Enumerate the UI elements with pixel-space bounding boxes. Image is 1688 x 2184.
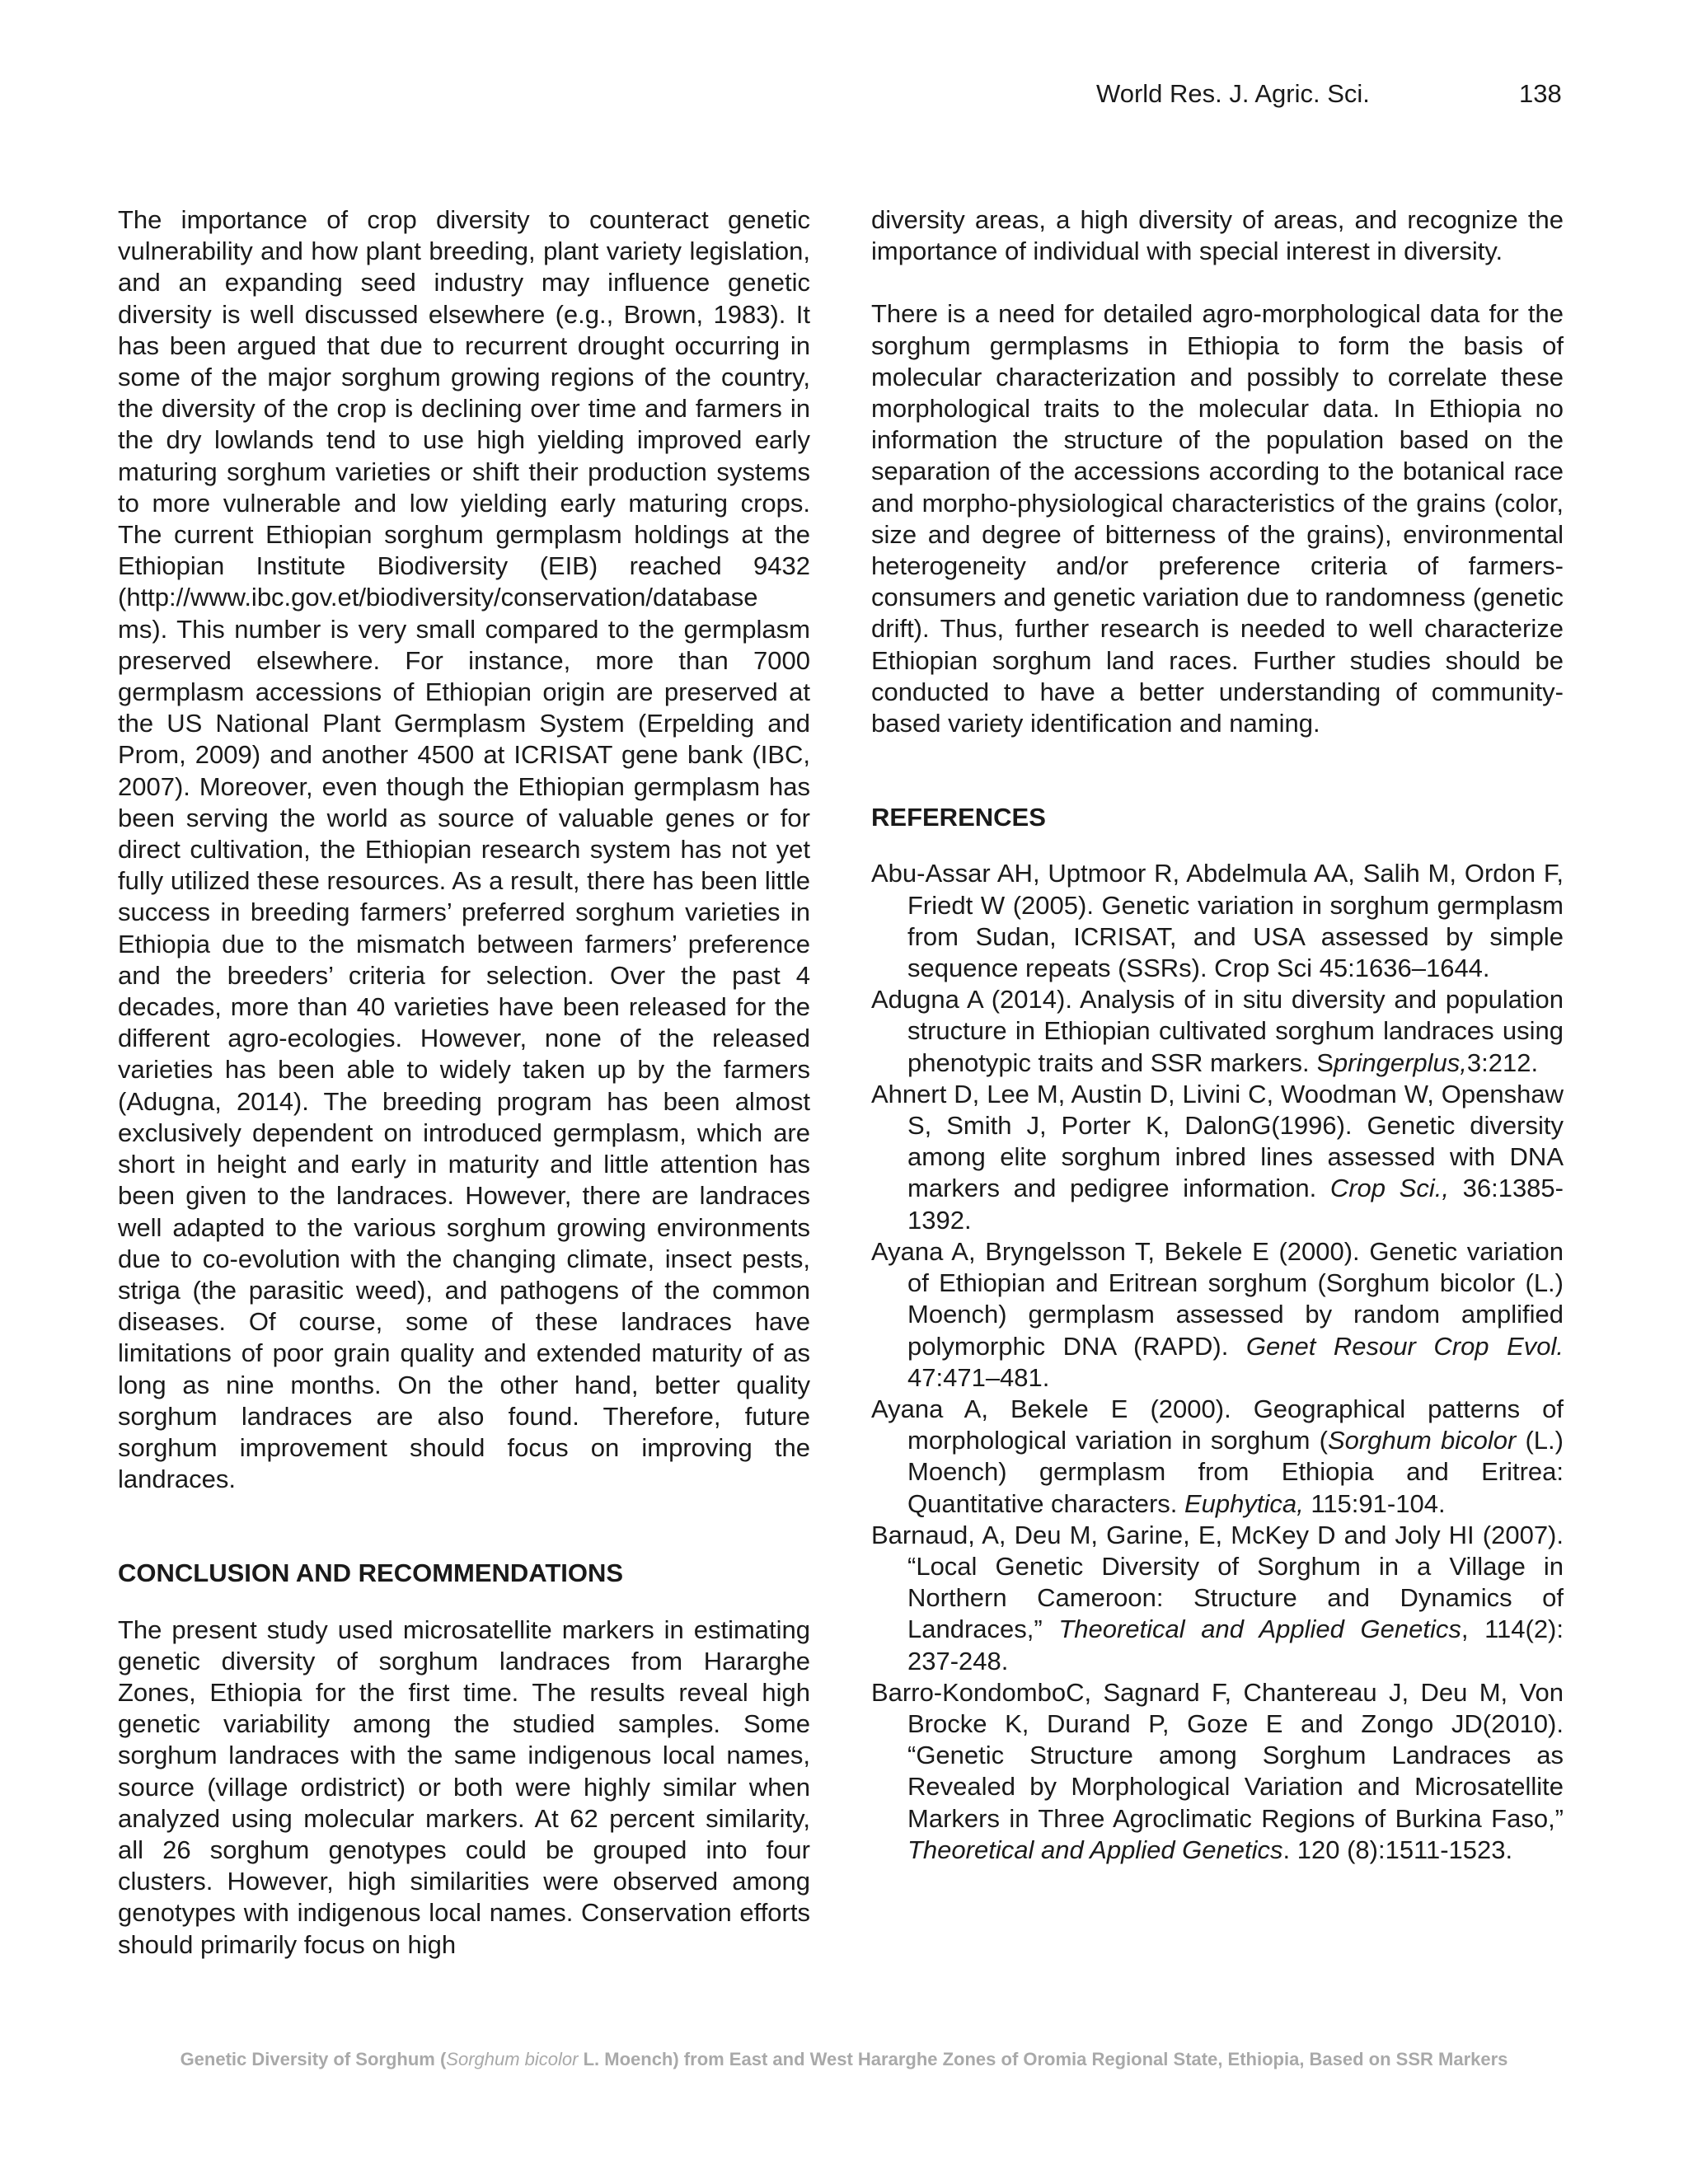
body-paragraph: The importance of crop diversity to counteract genetic vulnerability and how plant breeding, plant variety legislation, and an expanding seed industry may influence genetic diversity is well discussed elsewhere (e.g., Brown, 1983). It has been argued that due to recurrent drought occurring in some of the major sorghum growing regions of the country, the diversity of the crop is declining over time and farmers in the dry lowlands tend to use high yielding improved early maturing sorghum varieties or shift their production systems to more vulnerable and low yielding early maturing crops. The current Ethiopian sorghum germplasm holdings at the Ethiopian Institute Biodiversity (EIB) reached 9432 (http://www.ibc.gov.et/biodiversity/conservation/database ms). This number is very small compared to the germplasm preserved elsewhere. For instance, more than 7000 germplasm accessions of Ethiopian origin are preserved at the US National Plant Germplasm System (Erpelding and Prom, 2009) and another 4500 at ICRISAT gene bank (IBC, 2007). Moreover, even though the Ethiopian germplasm has been serving the world as source of valuable genes or for direct cultivation, the Ethiopian research system has not yet fully utilized these resources. As a result, there has been little success in breeding farmers’ preferred sorghum varieties in Ethiopia due to the mismatch between farmers’ preference and the breeders’ criteria for selection. Over the past 4 decades, more than 40 varieties have been released for the different agro-ecologies. However, none of the released varieties has been able to widely taken up by the farmers (Adugna, 2014). The breeding program has been almost exclusively dependent on introduced germplasm, which are short in height and early in maturity and little attention has been given to the landraces. However, there are landraces well adapted to the various sorghum growing environments due to co-evolution with the changing climate, insect pests, striga (the parasitic weed), and pathogens of the common diseases. Of course, some of these landraces have limitations of poor grain quality and extended maturity of as long as nine months. On the other hand, better quality sorghum landraces are also found. Therefore, future sorghum improvement should focus on improving the landraces. [118,205,810,1494]
running-footer: Genetic Diversity of Sorghum (Sorghum bicolor L. Moench) from East and West Hararghe Zones of Oromia Regional State, Ethiopia, Based on SSR Markers [180,2049,1508,2069]
page-number: 138 [1519,79,1562,108]
body-paragraph: The present study used microsatellite markers in estimating genetic diversity of sorghum landraces from Hararghe Zones, Ethiopia for the first time. The results reveal high genetic variability among the studied samples. Some sorghum landraces with the same indigenous local names, source (village ordistrict) or both were highly similar when analyzed using molecular markers. At 62 percent similarity, all 26 sorghum genotypes could be grouped into four clusters. However, high similarities were observed among genotypes with indigenous local names. Conservation efforts should primarily focus on high [118,1615,810,1959]
reference-item: Ayana A, Bekele E (2000). Geographical patterns of morphological variation in sorghum (Sorghum bicolor (L.) Moench) germplasm from Ethiopia and Eritrea: Quantitative characters. Euphytica, 115:91-104. [871,1394,1564,1518]
section-heading-conclusion: CONCLUSION AND RECOMMENDATIONS [118,1558,624,1588]
journal-title: World Res. J. Agric. Sci. [1096,79,1370,108]
body-paragraph: diversity areas, a high diversity of areas, and recognize the importance of individual with special interest in diversity. [871,205,1564,266]
section-heading-references: REFERENCES [871,803,1046,832]
reference-item: Abu-Assar AH, Uptmoor R, Abdelmula AA, Salih M, Ordon F, Friedt W (2005). Genetic variation in sorghum germplasm from Sudan, ICRISAT, and USA assessed by simple sequence repeats (SSRs). Crop Sci 45:1636–1644. [871,859,1564,983]
reference-item: Ahnert D, Lee M, Austin D, Livini C, Woodman W, Openshaw S, Smith J, Porter K, DalonG(1996). Genetic diversity among elite sorghum inbred lines assessed with DNA markers and pedigree information. Crop Sci., 36:1385-1392. [871,1079,1564,1235]
right-column [871,204,1564,1866]
reference-item: Adugna A (2014). Analysis of in situ diversity and population structure in Ethiopian cultivated sorghum landraces using phenotypic traits and SSR markers. Springerplus,3:212. [871,985,1564,1077]
reference-item: Barnaud, A, Deu M, Garine, E, McKey D and Joly HI (2007). “Local Genetic Diversity of Sorghum in a Village in Northern Cameroon: Structure and Dynamics of Landraces,” Theoretical and Applied Genetics, 114(2): 237-248. [871,1520,1564,1675]
left-column [118,204,810,1961]
running-header [0,79,1688,112]
body-paragraph: There is a need for detailed agro-morphological data for the sorghum germplasms in Ethiopia to form the basis of molecular characterization and possibly to correlate these morphological traits to the molecular data. In Ethiopia no information the structure of the population based on the separation of the accessions according to the botanical race and morpho-physiological characteristics of the grains (color, size and degree of bitterness of the grains), environmental heterogeneity and/or preference criteria of farmers-consumers and genetic variation due to randomness (genetic drift). Thus, further research is needed to well characterize Ethiopian sorghum land races. Further studies should be conducted to have a better understanding of community-based variety identification and naming. [871,299,1564,738]
reference-item: Barro-KondomboC, Sagnard F, Chantereau J, Deu M, Von Brocke K, Durand P, Goze E and Zongo JD(2010). “Genetic Structure among Sorghum Landraces as Revealed by Morphological Variation and Microsatellite Markers in Three Agroclimatic Regions of Burkina Faso,” Theoretical and Applied Genetics. 120 (8):1511-1523. [871,1677,1564,1864]
reference-item: Ayana A, Bryngelsson T, Bekele E (2000). Genetic variation of Ethiopian and Eritrean sorghum (Sorghum bicolor (L.) Moench) germplasm assessed by random amplified polymorphic DNA (RAPD). Genet Resour Crop Evol. 47:471–481. [871,1236,1564,1392]
